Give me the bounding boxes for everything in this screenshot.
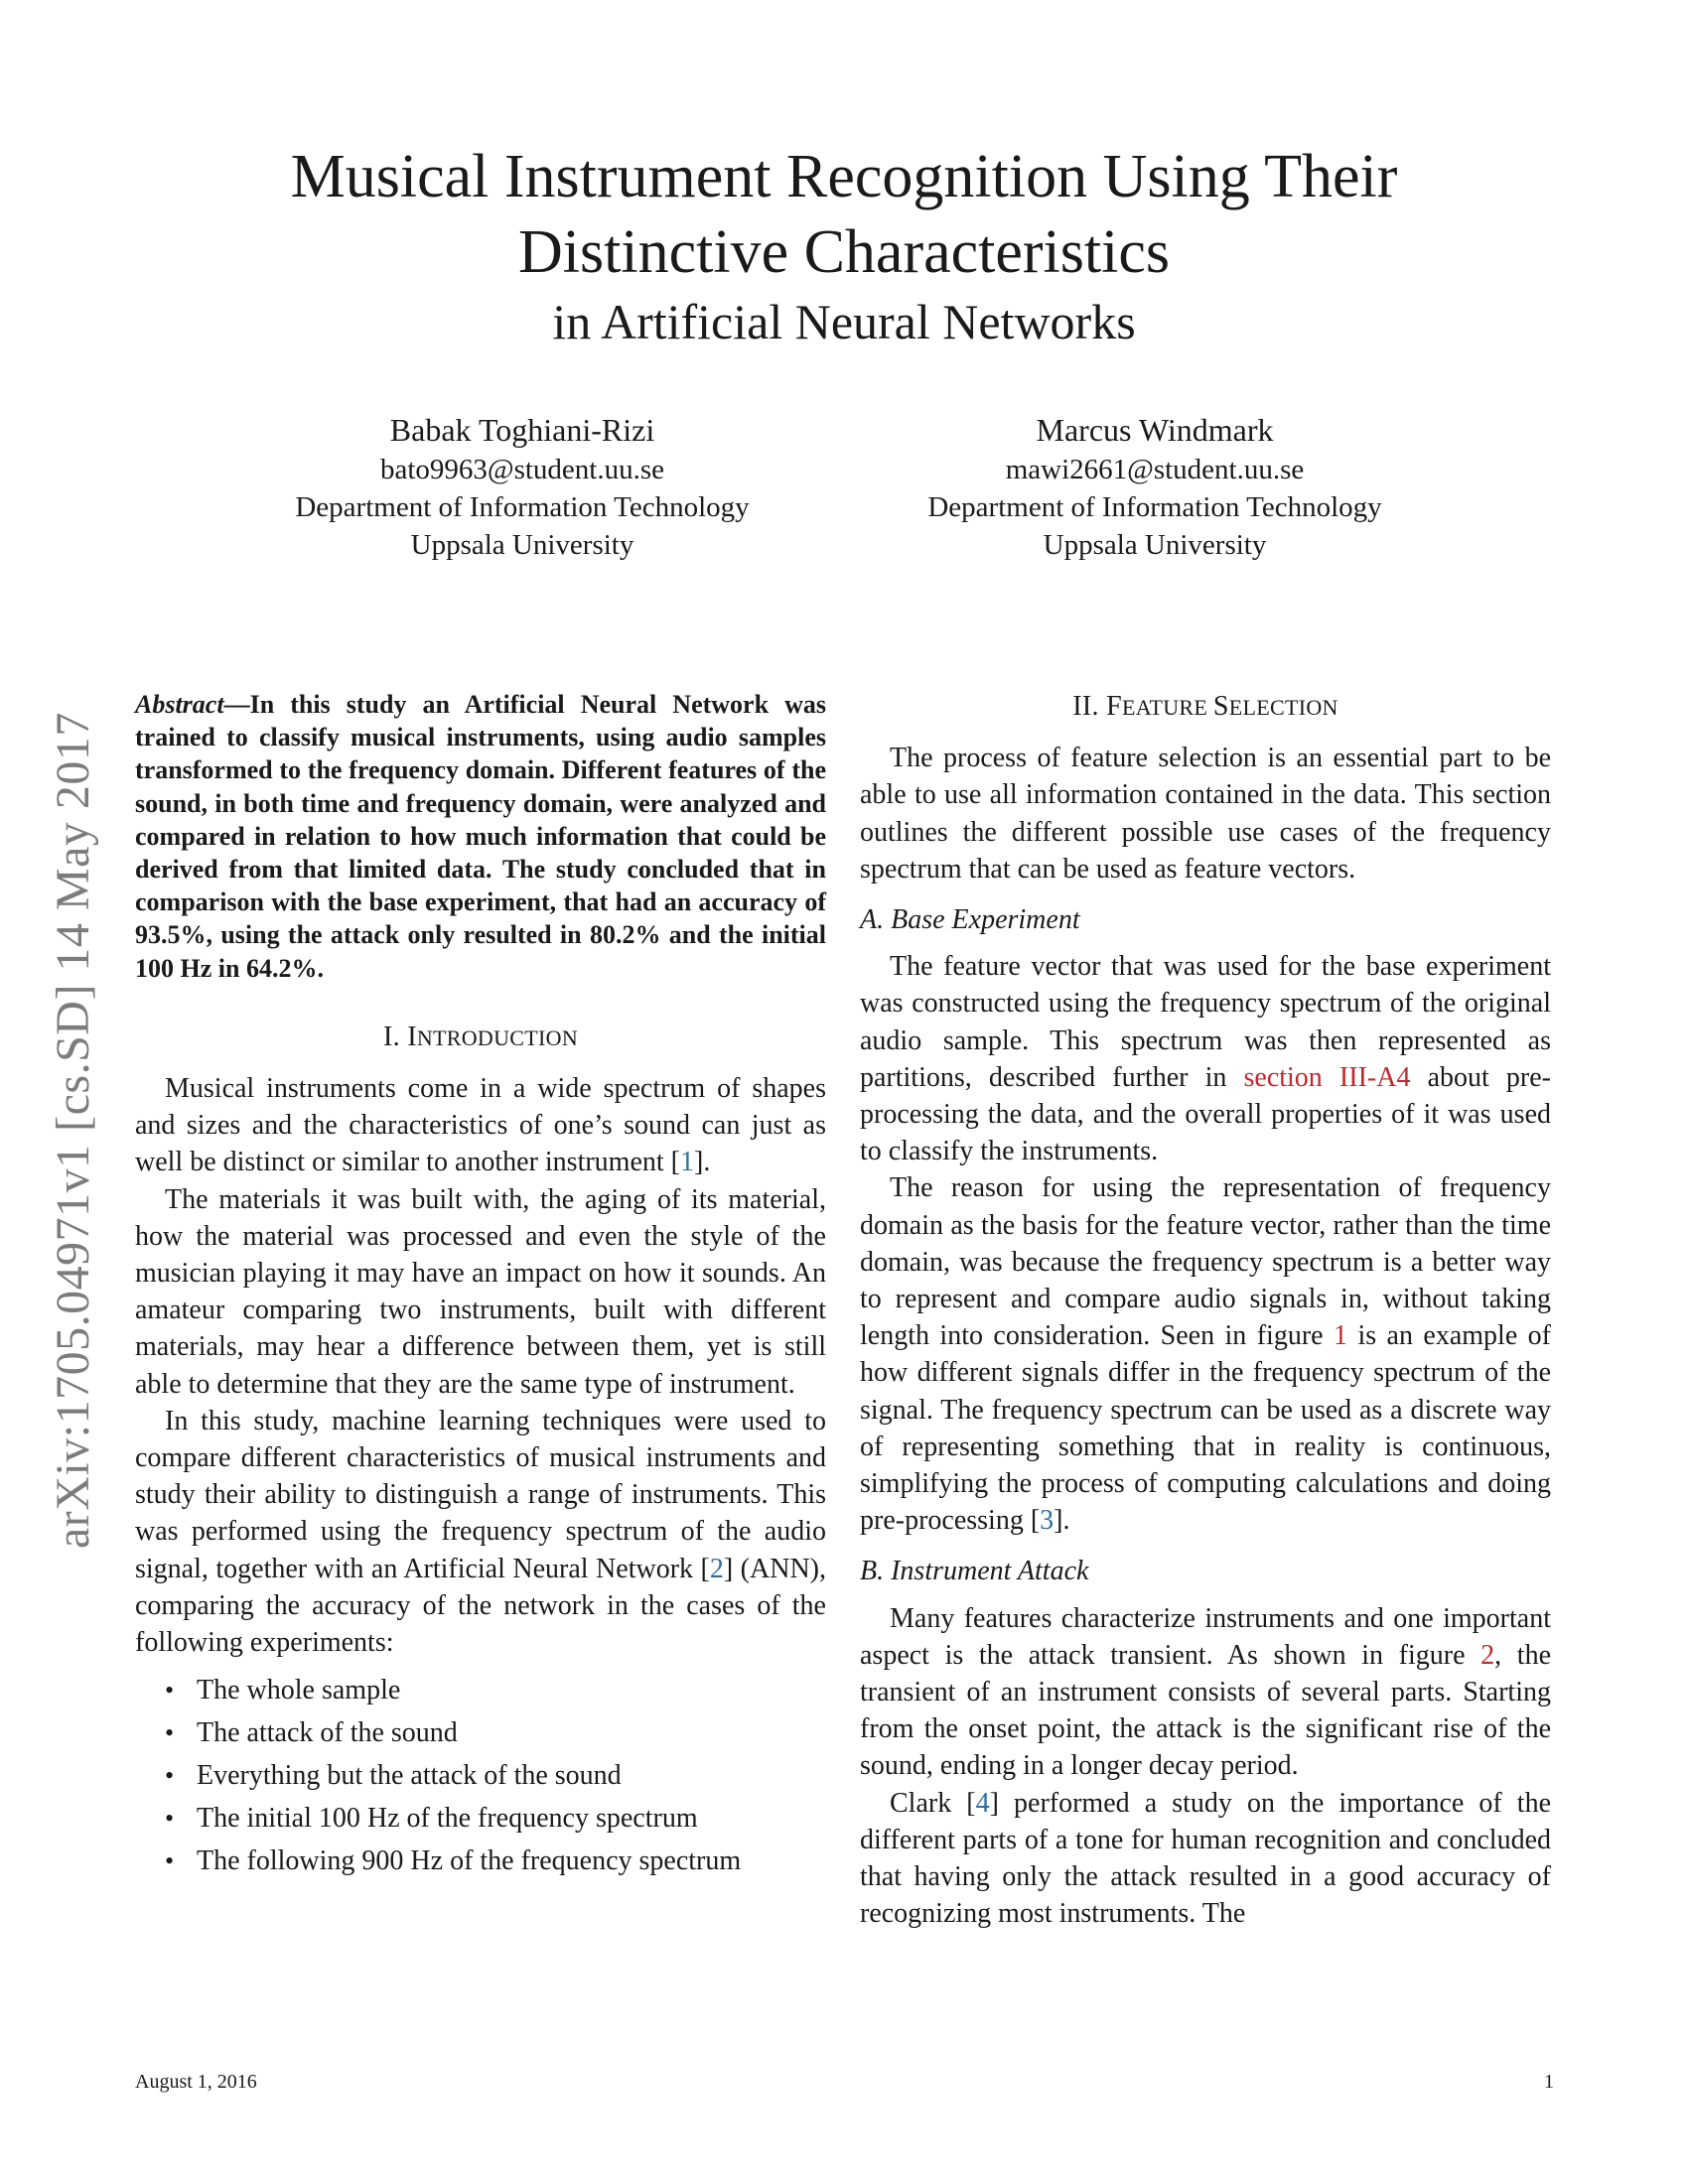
page-number: 1 xyxy=(1544,2071,1554,2093)
title-line-3: in Artificial Neural Networks xyxy=(552,294,1136,349)
author-department: Department of Information Technology xyxy=(295,491,750,523)
citation-link[interactable]: 2 xyxy=(709,1553,724,1584)
section-title-initial: I xyxy=(407,1021,417,1052)
text-run: Clark [ xyxy=(890,1787,976,1819)
author-email[interactable]: mawi2661@student.uu.se xyxy=(1005,454,1305,485)
paragraph xyxy=(860,1600,1551,1785)
text-run: ]. xyxy=(694,1147,711,1178)
section-numeral: II. xyxy=(1072,691,1107,722)
citation-link[interactable]: 4 xyxy=(975,1787,990,1819)
section-heading-feature-selection xyxy=(860,688,1551,726)
text-run: about pre-processing the data, and the overall properties of it was used to classify the instruments. xyxy=(860,1061,1551,1167)
footer-date: August 1, 2016 xyxy=(135,2071,257,2093)
section-title-initial: S xyxy=(1212,691,1229,722)
list-item: • The attack of the sound xyxy=(165,1711,826,1754)
author-name: Babak Toghiani-Rizi xyxy=(389,412,655,448)
section-title-rest: NTRODUCTION xyxy=(416,1024,579,1050)
title-line-2: Distinctive Characteristics xyxy=(518,218,1170,286)
text-run: ] performed a study on the importance of the different parts of a tone for human recognition and concluded that having only the attack resulted in a good accuracy of recognizing most instruments. The xyxy=(860,1787,1552,1930)
figure-reference-link[interactable]: 2 xyxy=(1480,1639,1495,1671)
paragraph: The materials it was built with, the aging of its material, how the material was processed and even the style of the musician playing it may have an impact on how it sounds. An amateur comparing two instruments, built with different materials, may hear a difference between them, yet is still able to determine that they are the same type of instrument. xyxy=(135,1183,826,1400)
paragraph: The process of feature selection is an essential part to be able to use all information contained in the data. This section outlines the different possible use cases of the frequency spectrum that can be used as feature vectors. xyxy=(860,743,1551,885)
text-run: ] (ANN), comparing the accuracy of the network in the cases of the following experiments: xyxy=(135,1553,826,1659)
arxiv-stamp: arXiv:1705.04971v1 [cs.SD] 14 May 2017 xyxy=(47,712,99,1549)
list-item: • The following 900 Hz of the frequency spectrum xyxy=(165,1840,826,1882)
author-block-1 xyxy=(244,409,800,564)
paragraph xyxy=(860,1169,1551,1539)
title-line-1: Musical Instrument Recognition Using Their xyxy=(290,143,1398,210)
text-run: The reason for using the representation of frequency domain as the basis for the feature vector, rather than the time domain, was because the frequency spectrum is a better way to represent and compare audio signals in, without taking length into consideration. Seen in figure xyxy=(860,1172,1551,1352)
paragraph xyxy=(860,1785,1551,1933)
section-title-rest: ELECTION xyxy=(1228,695,1338,720)
text-run: Musical instruments come in a wide spectrum of shapes and sizes and the characteristics of one’s sound can just as well be distinct or similar to another instrument [ xyxy=(135,1073,826,1178)
author-department: Department of Information Technology xyxy=(927,491,1382,523)
section-title-rest: EATURE xyxy=(1121,695,1213,720)
author-name: Marcus Windmark xyxy=(1036,412,1274,448)
paragraph xyxy=(135,1070,826,1181)
right-column xyxy=(860,688,1551,1933)
text-run: Many features characterize instruments and one important aspect is the attack transient. As shown in figure xyxy=(860,1602,1551,1671)
citation-link[interactable]: 1 xyxy=(680,1147,694,1178)
author-email[interactable]: bato9963@student.uu.se xyxy=(379,454,665,485)
left-column xyxy=(135,688,826,1882)
paragraph xyxy=(860,948,1551,1169)
author-university: Uppsala University xyxy=(1043,529,1267,561)
paragraph xyxy=(135,1403,826,1661)
subsection-heading-instrument-attack: B. Instrument Attack xyxy=(860,1556,1089,1587)
author-block-2 xyxy=(877,409,1433,564)
text-run: , the transient of an instrument consists of several parts. Starting from the onset point, the attack is the significant rise of the sound, ending in a longer decay period. xyxy=(860,1639,1551,1782)
author-university: Uppsala University xyxy=(410,529,634,561)
paper-title xyxy=(0,139,1688,353)
section-title-initial: F xyxy=(1106,691,1122,722)
experiment-list xyxy=(135,1669,826,1882)
section-reference-link[interactable]: section III-A4 xyxy=(1243,1061,1411,1093)
abstract-label: Abstract xyxy=(135,690,224,719)
list-item: • Everything but the attack of the sound xyxy=(165,1754,826,1797)
section-heading-introduction xyxy=(135,1019,826,1056)
text-run: ]. xyxy=(1054,1505,1070,1537)
section-numeral: I. xyxy=(382,1021,408,1052)
text-run: The feature vector that was used for the base experiment was constructed using the frequency spectrum of the original audio sample. This spectrum was then represented as partitions, described further in xyxy=(860,951,1551,1093)
citation-link[interactable]: 3 xyxy=(1040,1505,1055,1537)
text-run: is an example of how different signals differ in the frequency spectrum of the signal. The frequency spectrum can be used as a discrete way of representing something that in reality is continuous, simplifying the process of computing calculations and doing pre-processing [ xyxy=(860,1320,1551,1537)
list-item: • The initial 100 Hz of the frequency spectrum xyxy=(165,1797,826,1840)
text-run: In this study, machine learning techniques were used to compare different characteristics of musical instruments and study their ability to distinguish a range of instruments. This was performed using the frequency spectrum of the audio signal, together with an Artificial Neural Network [ xyxy=(135,1405,826,1584)
figure-reference-link[interactable]: 1 xyxy=(1334,1320,1348,1352)
list-item: • The whole sample xyxy=(165,1669,826,1711)
subsection-heading-base-experiment: A. Base Experiment xyxy=(860,904,1080,936)
abstract xyxy=(135,688,826,985)
abstract-text: —In this study an Artificial Neural Network was trained to classify musical instruments, using audio samples transformed to the frequency domain. Different features of the sound, in both time and frequency domain, were analyzed and compared in relation to how much information that could be derived from that limited data. The study concluded that in comparison with the base experiment, that had an accuracy of 93.5%, using the attack only resulted in 80.2% and the initial 100 Hz in 64.2%. xyxy=(135,690,826,983)
